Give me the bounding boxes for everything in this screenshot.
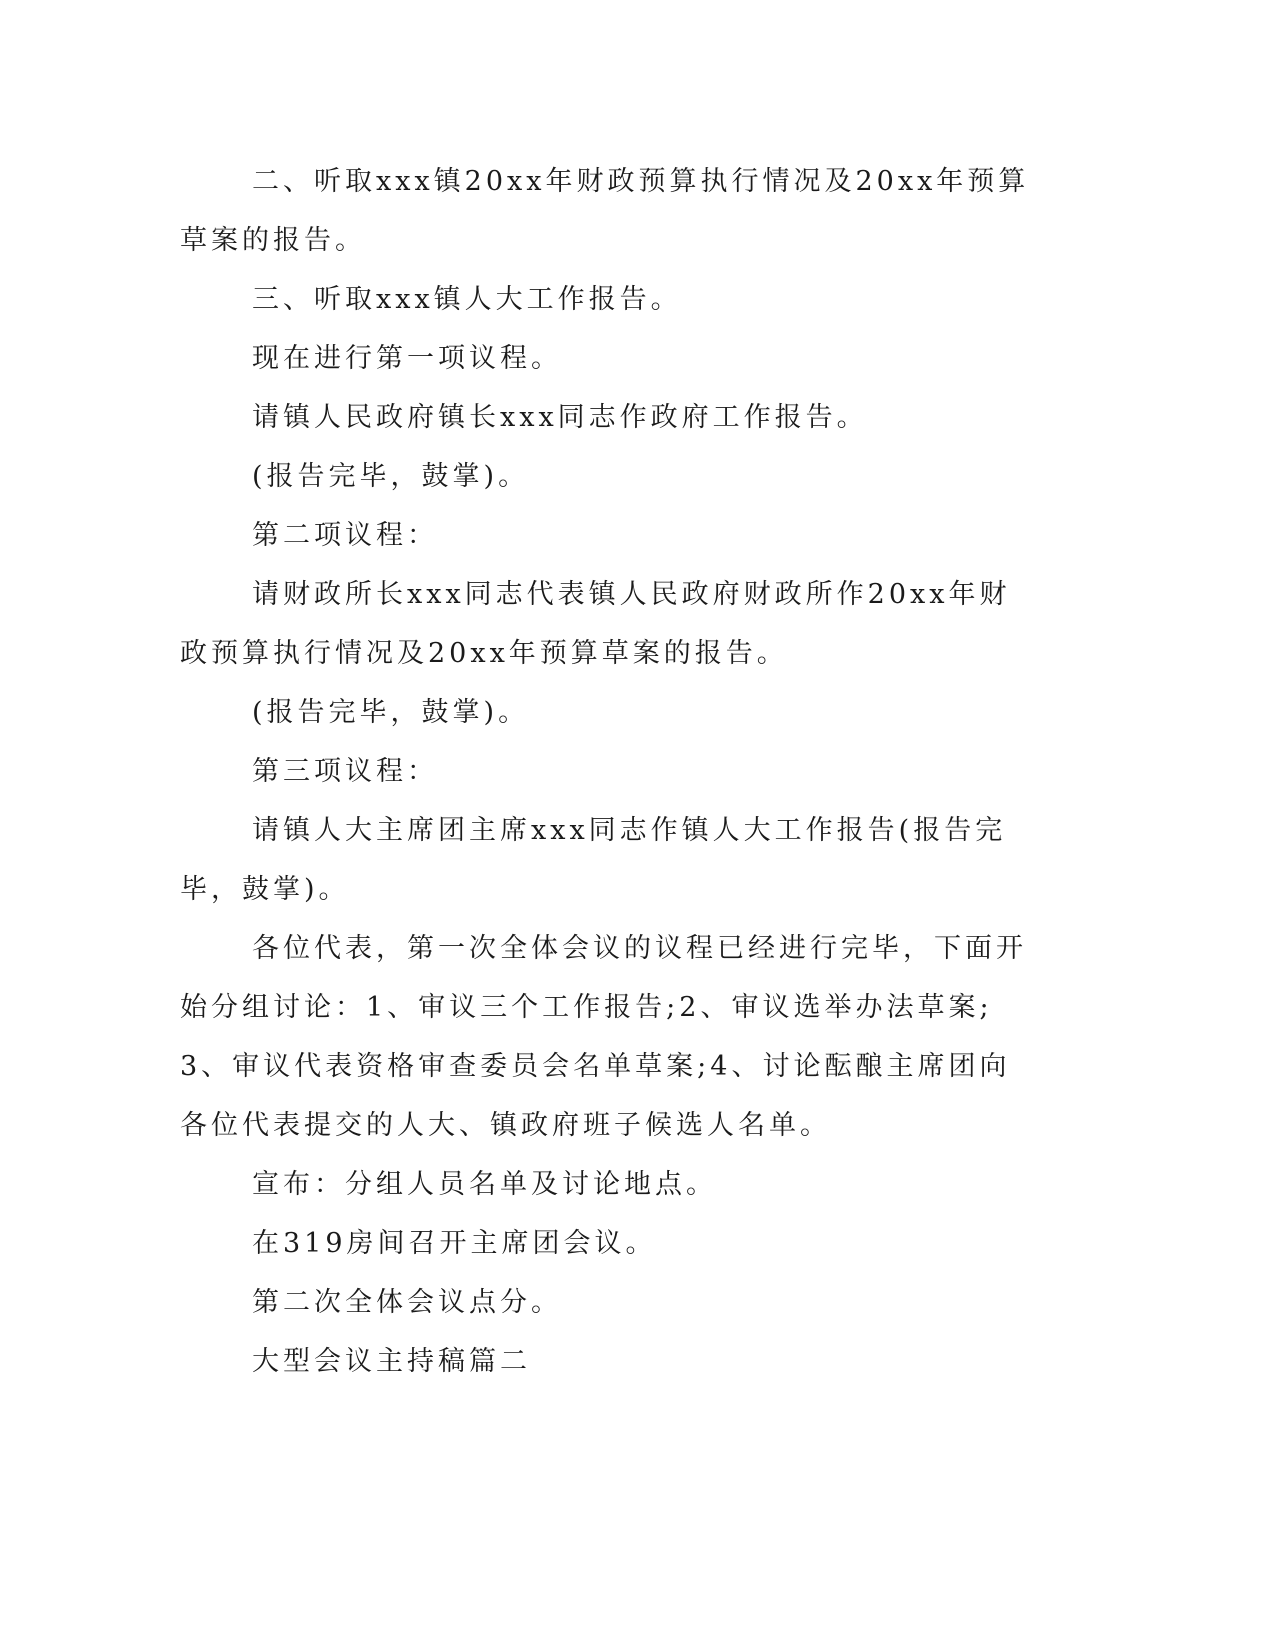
paragraph: 请镇人民政府镇长xxx同志作政府工作报告。: [252, 402, 868, 433]
paragraph: 第二项议程：: [252, 520, 438, 551]
paragraph: 各位代表，第一次全体会议的议程已经进行完毕，下面开始分组讨论：1、审议三个工作报告;2、审议选举办法草案;3、审议代表资格审查委员会名单草案;4、讨论酝酿主席团向各位代表提交的人大、镇政府班子候选人名单。: [180, 933, 1027, 1141]
paragraph: 请镇人大主席团主席xxx同志作镇人大工作报告(报告完毕，鼓掌)。: [180, 815, 1007, 905]
paragraph: 请财政所长xxx同志代表镇人民政府财政所作20xx年财政预算执行情况及20xx年预算草案的报告。: [180, 579, 1011, 669]
paragraph: 现在进行第一项议程。: [252, 343, 562, 374]
paragraph: 第三项议程：: [252, 756, 438, 787]
paragraph: 二、听取xxx镇20xx年财政预算执行情况及20xx年预算草案的报告。: [180, 166, 1030, 256]
paragraph: 三、听取xxx镇人大工作报告。: [252, 284, 682, 315]
paragraph: (报告完毕，鼓掌)。: [252, 461, 530, 492]
paragraph: 第二次全体会议点分。: [252, 1287, 562, 1318]
section-heading: 大型会议主持稿篇二: [252, 1346, 531, 1377]
paragraph: 宣布：分组人员名单及讨论地点。: [252, 1169, 717, 1200]
paragraph: (报告完毕，鼓掌)。: [252, 697, 530, 728]
document-body: [180, 152, 1040, 1391]
paragraph: 在319房间召开主席团会议。: [252, 1228, 657, 1259]
